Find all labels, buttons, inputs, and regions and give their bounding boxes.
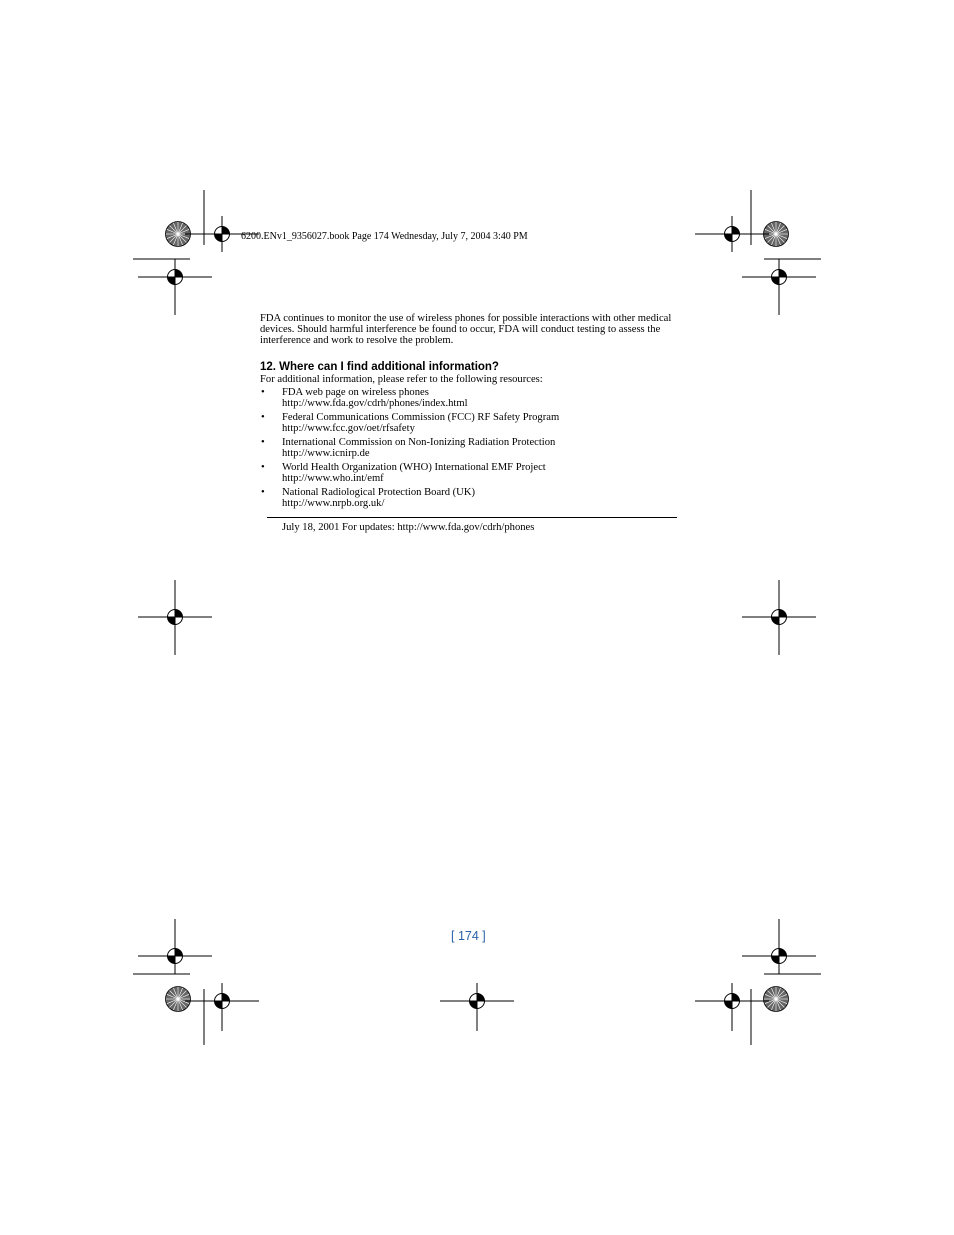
resource-url[interactable]: http://www.fda.gov/cdrh/phones/index.html [282, 398, 468, 409]
print-job-header: 6200.ENv1_9356027.book Page 174 Wednesday, July 7, 2004 3:40 PM [241, 231, 528, 242]
resource-name: National Radiological Protection Board (UK) [282, 487, 475, 498]
resource-url[interactable]: http://www.who.int/emf [282, 473, 384, 484]
section-heading: 12. Where can I find additional information? [260, 361, 499, 373]
list-item [260, 462, 680, 484]
bullet-icon: • [261, 437, 265, 448]
resource-url[interactable]: http://www.icnirp.de [282, 448, 370, 459]
resource-list [260, 387, 680, 512]
resource-url[interactable]: http://www.fcc.gov/oet/rfsafety [282, 423, 415, 434]
resource-name: Federal Communications Commission (FCC) RF Safety Program [282, 412, 560, 423]
resource-name: International Commission on Non-Ionizing Radiation Protection [282, 437, 556, 448]
bullet-icon: • [261, 487, 265, 498]
footnote: July 18, 2001 For updates: http://www.fda.gov/cdrh/phones [282, 522, 535, 533]
resources-intro: For additional information, please refer to the following resources: [260, 374, 543, 385]
bullet-icon: • [261, 462, 265, 473]
list-item [260, 412, 680, 434]
resource-name: FDA web page on wireless phones [282, 387, 429, 398]
page-number: [ 174 ] [451, 929, 486, 943]
body-paragraph: FDA continues to monitor the use of wireless phones for possible interactions with other medical devices. Should harmful interference be found to occur, FDA will conduct testing to assess the interference and work to resolve the problem. [260, 313, 672, 346]
list-item [260, 387, 680, 409]
footnote-divider [267, 517, 677, 518]
bullet-icon: • [261, 387, 265, 398]
bullet-icon: • [261, 412, 265, 423]
resource-url[interactable]: http://www.nrpb.org.uk/ [282, 498, 385, 509]
resource-name: World Health Organization (WHO) International EMF Project [282, 462, 546, 473]
list-item [260, 487, 680, 509]
list-item [260, 437, 680, 459]
